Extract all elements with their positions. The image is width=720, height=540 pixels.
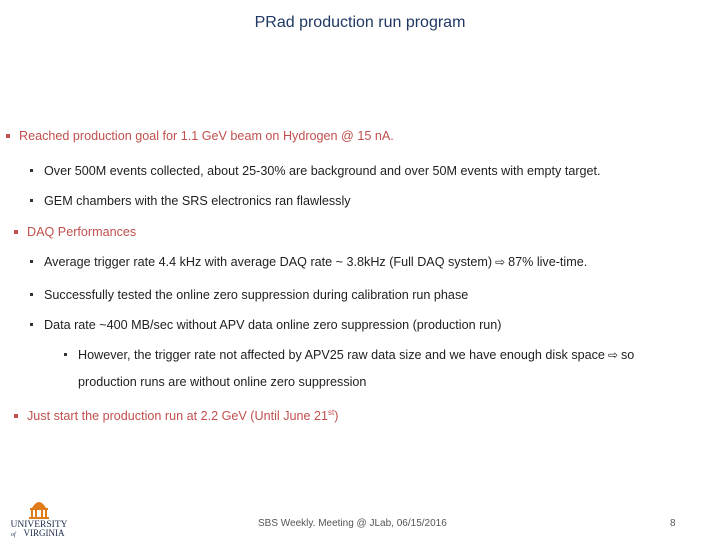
rotunda-icon: [29, 502, 49, 519]
bullet-l3: [64, 347, 634, 363]
logo-wordmark-of: of: [11, 532, 16, 538]
arrow-icon: ⇨: [495, 255, 506, 269]
bullet-text: Just start the production run at 2.2 GeV (Until June 21: [27, 409, 329, 424]
bullet-text: Over 500M events collected, about 25-30% are background and over 50M events with empty target.: [44, 164, 601, 178]
bullet-marker: [30, 260, 33, 263]
bullet-marker: [64, 353, 67, 356]
bullet-marker: [6, 134, 10, 138]
bullet-l1: [6, 128, 394, 144]
bullet-continuation: [78, 374, 366, 390]
bullet-marker: [30, 199, 33, 202]
bullet-marker: [14, 230, 18, 234]
slide-title: PRad production run program: [254, 14, 466, 31]
superscript-text: st: [328, 408, 335, 417]
arrow-icon: ⇨: [607, 348, 618, 362]
bullet-l2: [30, 287, 468, 303]
bullet-marker: [30, 169, 33, 172]
bullet-text: However, the trigger rate not affected by APV25 raw data size and we have enough disk space: [78, 348, 605, 362]
bullet-l2: [30, 317, 501, 333]
logo-wordmark-line2: VIRGINIA: [23, 528, 65, 538]
bullet-marker: [30, 293, 33, 296]
university-logo: [8, 494, 70, 538]
logo-wordmark-line1: UNIVERSITY: [10, 520, 68, 530]
bullet-l2: [30, 254, 587, 270]
bullet-text: GEM chambers with the SRS electronics ran flawlessly: [44, 194, 351, 208]
bullet-l2: [30, 163, 601, 179]
bullet-marker: [14, 414, 18, 418]
bullet-text: Reached production goal for 1.1 GeV beam on Hydrogen @ 15 nA.: [19, 129, 394, 143]
bullet-l1: [14, 224, 136, 240]
bullet-l2: [30, 193, 351, 209]
bullet-text: Average trigger rate 4.4 kHz with average DAQ rate ~ 3.8kHz (Full DAQ system): [44, 255, 493, 269]
bullet-marker: [30, 323, 33, 326]
bullet-text: so: [621, 348, 635, 362]
slide-footer: SBS Weekly. Meeting @ JLab, 06/15/2016: [258, 518, 447, 529]
bullet-l1: [14, 405, 338, 424]
bullet-text: DAQ Performances: [27, 225, 137, 239]
bullet-text: ): [334, 409, 339, 424]
bullet-text: production runs are without online zero suppression: [78, 375, 367, 389]
bullet-text: 87% live-time.: [508, 255, 588, 269]
bullet-text: Successfully tested the online zero suppression during calibration run phase: [44, 288, 469, 302]
page-number: 8: [670, 518, 676, 529]
bullet-text: Data rate ~400 MB/sec without APV data online zero suppression (production run): [44, 318, 502, 332]
